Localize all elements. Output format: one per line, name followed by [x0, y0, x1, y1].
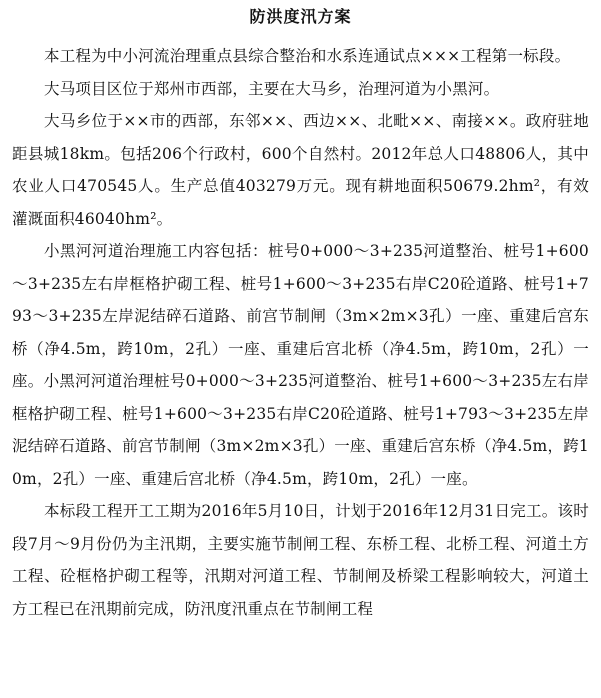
- paragraph-construction-scope: 小黑河河道治理施工内容包括：桩号0+000～3+235河道整治、桩号1+600～3+235左右岸框格护砌工程、桩号1+600～3+235右岸C20砼道路、桩号1+793～3+235左岸泥结碎石道路、前宫节制闸（3m×2m×3孔）一座、重建后宫东桥（净4.5m，跨10m，2孔）一座、重建后宫北桥（净4.5m，跨10m，2孔）一座。小黑河河道治理桩号0+000～3+235河道整治、桩号1+600～3+235左右岸框格护砌工程、桩号1+600～3+235右岸C20砼道路、桩号1+793～3+235左岸泥结碎石道路、前宫节制闸（3m×2m×3孔）一座、重建后宫东桥（净4.5m，跨10m，2孔）一座、重建后宫北桥（净4.5m，跨10m，2孔）一座。: [12, 242, 589, 488]
- document-title: 防洪度汛方案: [249, 7, 352, 26]
- paragraph-project-location: 大马项目区位于郑州市西部，主要在大马乡，治理河道为小黑河。: [44, 79, 500, 98]
- paragraph-project-intro: 本工程为中小河流治理重点县综合整治和水系连通试点×××工程第一标段。: [44, 47, 571, 65]
- paragraph-township-profile: 大马乡位于××市的西部，东邻××、西边××、北毗××、南接××。政府驻地距县城18km。包括206个行政村，600个自然村。2012年总人口48806人，其中农业人口470545人。生产总值403279万元。现有耕地面积50679.2hm²，有效灌溉面积46040hm²。: [12, 112, 589, 228]
- paragraph-schedule-flood-season: 本标段工程开工工期为2016年5月10日，计划于2016年12月31日完工。该时段7月～9月份仍为主汛期，主要实施节制闸工程、东桥工程、北桥工程、河道土方工程、砼框格护砌工程等，汛期对河道工程、节制闸及桥梁工程影响较大，河道土方工程已在汛期前完成，防汛度汛重点在节制闸工程: [12, 502, 589, 618]
